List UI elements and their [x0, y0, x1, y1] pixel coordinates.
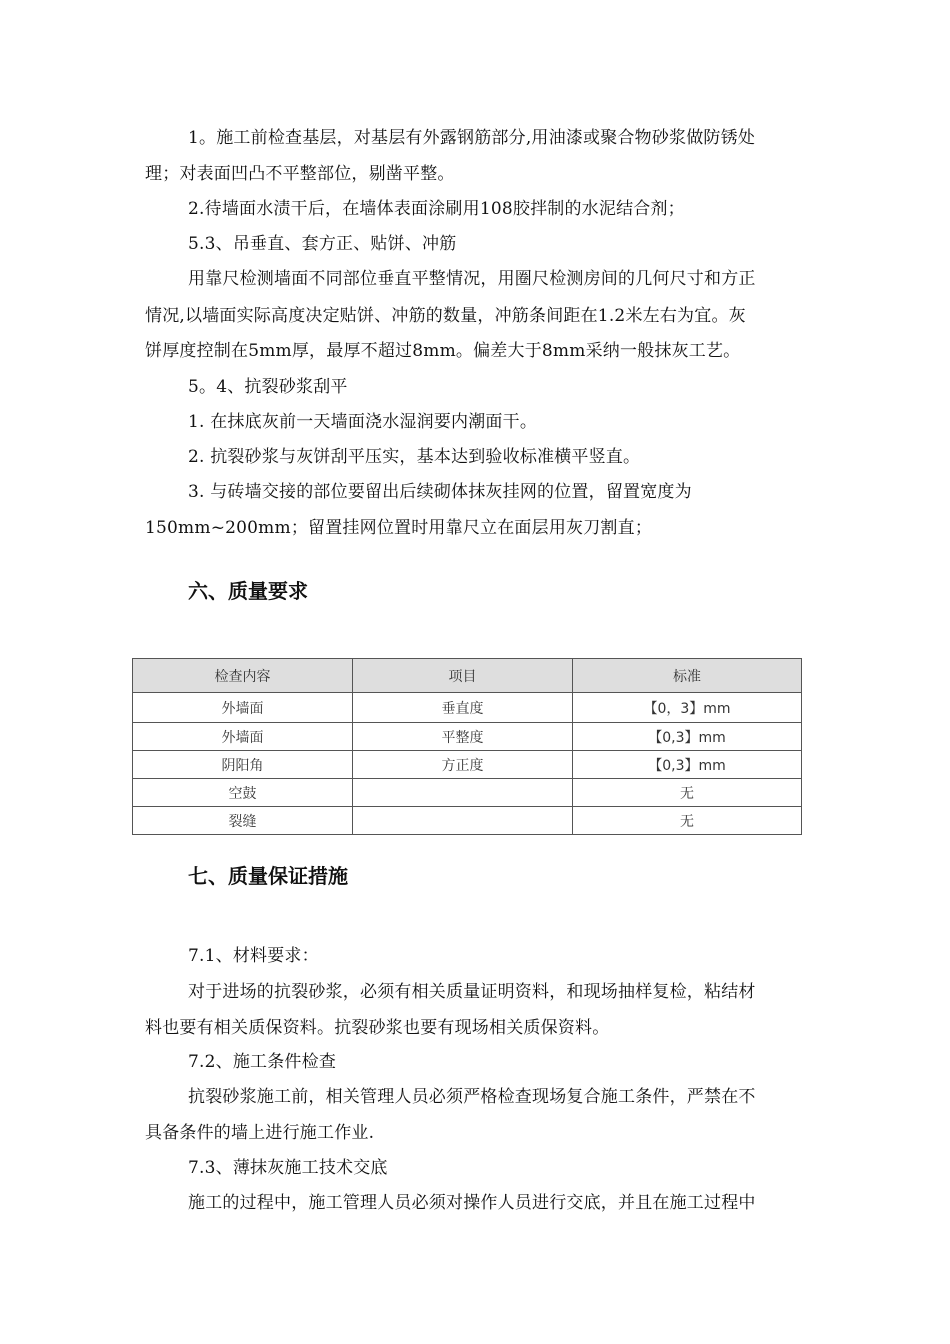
- paragraph-line: 施工的过程中，施工管理人员必须对操作人员进行交底，并且在施工过程中: [188, 1193, 756, 1213]
- subsection-heading: 7.3、薄抹灰施工技术交底: [188, 1158, 388, 1178]
- table-cell: 无: [573, 779, 802, 807]
- table-header-cell: 标准: [573, 659, 802, 693]
- paragraph-line: 理；对表面凹凸不平整部位，剔凿平整。: [145, 164, 455, 184]
- table-cell: 【0，3】mm: [573, 693, 802, 723]
- table-cell: 【0,3】mm: [573, 751, 802, 779]
- table-row: [133, 693, 802, 723]
- paragraph-line: 1. 在抹底灰前一天墙面浇水湿润要内潮面干。: [188, 412, 538, 432]
- table-cell: [353, 807, 573, 835]
- table-cell: 外墙面: [133, 723, 353, 751]
- table-cell: 【0,3】mm: [573, 723, 802, 751]
- paragraph-line: 具备条件的墙上进行施工作业.: [145, 1123, 375, 1143]
- table-header-row: [133, 659, 802, 693]
- section-heading: 七、质量保证措施: [188, 864, 348, 888]
- subsection-heading: 7.1、材料要求：: [188, 946, 319, 966]
- table-header-cell: 检查内容: [133, 659, 353, 693]
- table-cell: [353, 779, 573, 807]
- table-cell: 外墙面: [133, 693, 353, 723]
- table-cell: 阴阳角: [133, 751, 353, 779]
- subsection-heading: 5.3、吊垂直、套方正、贴饼、冲筋: [188, 234, 457, 254]
- quality-table: [132, 658, 802, 835]
- subsection-heading: 7.2、施工条件检查: [188, 1052, 337, 1072]
- paragraph-line: 抗裂砂浆施工前，相关管理人员必须严格检查现场复合施工条件，严禁在不: [188, 1087, 756, 1107]
- paragraph-line: 饼厚度控制在5mm厚，最厚不超过8mm。偏差大于8mm采纳一般抹灰工艺。: [145, 341, 741, 361]
- table-cell: 方正度: [353, 751, 573, 779]
- section-heading: 六、质量要求: [188, 579, 308, 603]
- paragraph-line: 情况,以墙面实际高度决定贴饼、冲筋的数量，冲筋条间距在1.2米左右为宜。灰: [145, 306, 746, 326]
- table-cell: 空鼓: [133, 779, 353, 807]
- table-row: [133, 779, 802, 807]
- paragraph-line: 2. 抗裂砂浆与灰饼刮平压实，基本达到验收标准横平竖直。: [188, 447, 641, 467]
- table-header-cell: 项目: [353, 659, 573, 693]
- table-row: [133, 751, 802, 779]
- table-row: [133, 723, 802, 751]
- table-cell: 无: [573, 807, 802, 835]
- paragraph-line: 对于进场的抗裂砂浆，必须有相关质量证明资料，和现场抽样复检，粘结材: [188, 982, 756, 1002]
- subsection-heading: 5。4、抗裂砂浆刮平: [188, 377, 348, 397]
- paragraph-line: 150mm~200mm；留置挂网位置时用靠尺立在面层用灰刀割直；: [145, 518, 653, 538]
- table-cell: 裂缝: [133, 807, 353, 835]
- paragraph-line: 料也要有相关质保资料。抗裂砂浆也要有现场相关质保资料。: [145, 1018, 610, 1038]
- paragraph-line: 用靠尺检测墙面不同部位垂直平整情况，用圈尺检测房间的几何尺寸和方正: [188, 269, 756, 289]
- table-cell: 平整度: [353, 723, 573, 751]
- table-cell: 垂直度: [353, 693, 573, 723]
- paragraph-line: 3. 与砖墙交接的部位要留出后续砌体抹灰挂网的位置，留置宽度为: [188, 482, 692, 502]
- table-row: [133, 807, 802, 835]
- paragraph-line: 1。施工前检查基层，对基层有外露钢筋部分,用油漆或聚合物砂浆做防锈处: [188, 128, 756, 148]
- paragraph-line: 2.待墙面水渍干后，在墙体表面涂刷用108胶拌制的水泥结合剂；: [188, 199, 685, 219]
